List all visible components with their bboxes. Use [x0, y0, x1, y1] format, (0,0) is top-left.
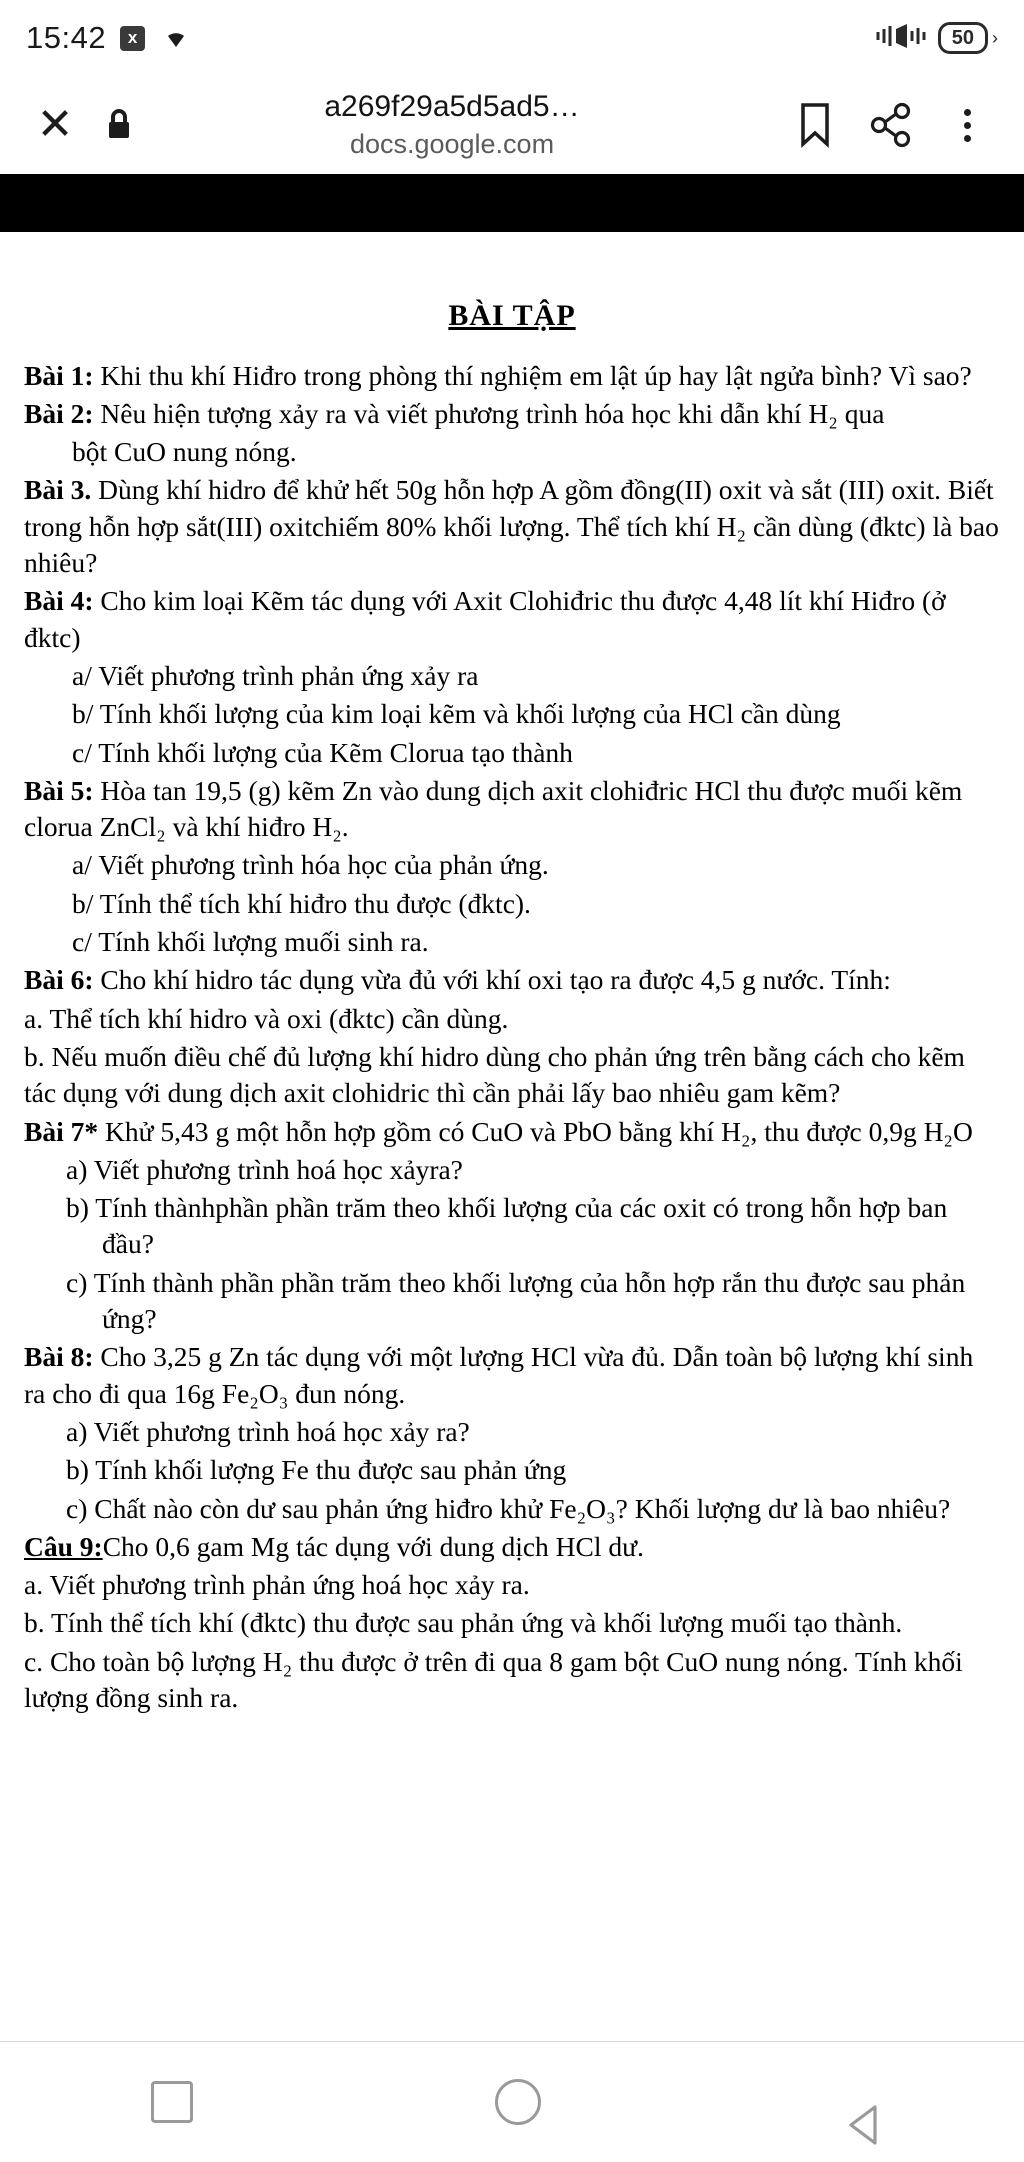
document-paragraph	[24, 358, 1000, 394]
exercise-label: Bài 3.	[24, 474, 92, 506]
status-bar-left	[26, 20, 193, 56]
battery-indicator: 50	[938, 22, 988, 54]
document-paragraph	[24, 886, 1000, 922]
triangle-back-icon[interactable]	[843, 2081, 873, 2123]
document-paragraph	[24, 1567, 1000, 1603]
document-paragraph	[24, 583, 1000, 656]
document-paragraph	[24, 847, 1000, 883]
exercise-label: Câu 9:	[24, 1530, 103, 1562]
document-body	[0, 232, 1024, 1716]
exercise-label: Bài 2:	[24, 397, 94, 429]
system-navigation	[0, 2041, 1024, 2162]
exercise-text: a/ Viết phương trình phản ứng xảy ra	[72, 659, 479, 691]
document-title: BÀI TẬP	[448, 299, 576, 332]
exercise-text: Cho kim loại Kẽm tác dụng với Axit Clohiđric thu được 4,48 lít khí Hiđro (ở đktc)	[24, 585, 946, 653]
exercise-text: a) Viết phương trình hoá học xảy ra?	[66, 1415, 470, 1447]
circle-home-icon[interactable]	[495, 2079, 541, 2125]
exercise-text: c) Tính thành phần phần trăm theo khối lượng của hỗn hợp rắn thu được sau phản ứng?	[66, 1266, 966, 1335]
exercise-label: Bài 8:	[24, 1341, 94, 1373]
exercise-label: Bài 4:	[24, 585, 94, 617]
exercise-text: bột CuO nung nóng.	[72, 436, 297, 468]
exercise-text: Dùng khí hidro để khử hết 50g hỗn hợp A gồm đồng(II) oxit và sắt (III) oxit. Biết trong hỗn hợp sắt(III) oxitchiếm 80% khối lượng. Thể tích khí H₂ cần dùng (đktc) là bao nhiêu?	[24, 474, 999, 579]
exercise-label: Bài 7*	[24, 1115, 99, 1147]
exercise-text: b. Tính thể tích khí (đktc) thu được sau phản ứng và khối lượng muối tạo thành.	[24, 1607, 903, 1639]
exercise-text: Khi thu khí Hiđro trong phòng thí nghiệm em lật úp hay lật ngửa bình? Vì sao?	[93, 359, 972, 391]
document-paragraph	[24, 1491, 1000, 1527]
exercise-text: b/ Tính khối lượng của kim loại kẽm và khối lượng của HCl cần dùng	[72, 698, 841, 730]
exercise-text: a. Thể tích khí hidro và oxi (đktc) cần dùng.	[24, 1002, 509, 1034]
exercise-text: a/ Viết phương trình hóa học của phản ứng.	[72, 849, 549, 881]
document-paragraph	[24, 1644, 1000, 1717]
document-paragraph	[24, 1152, 1000, 1188]
document-paragraph	[24, 696, 1000, 732]
square-recents-icon[interactable]	[151, 2081, 193, 2123]
document-paragraph	[24, 1190, 1000, 1263]
document-paragraph	[24, 1452, 1000, 1488]
battery-tip-icon: ›	[992, 27, 998, 48]
status-clock: 15:42	[26, 20, 107, 55]
document-paragraph	[24, 1265, 1000, 1338]
exercise-text: Khử 5,43 g một hỗn hợp gồm có CuO và PbO bằng khí H₂, thu được 0,9g H₂O	[98, 1115, 973, 1147]
document-paragraph	[24, 773, 1000, 846]
more-options-icon[interactable]	[940, 109, 994, 142]
document-paragraph	[24, 924, 1000, 960]
bookmark-icon[interactable]	[788, 102, 842, 148]
vibrate-icon	[874, 22, 928, 55]
share-icon[interactable]	[864, 102, 918, 148]
exercise-text: c/ Tính khối lượng muối sinh ra.	[72, 926, 429, 958]
exercise-text: b) Tính thànhphần phần trăm theo khối lượng của các oxit có trong hỗn hợp ban đầu?	[66, 1192, 948, 1260]
exercise-text: Cho 0,6 gam Mg tác dụng với dung dịch HCl dư.	[102, 1530, 644, 1562]
browser-toolbar	[0, 76, 1024, 174]
exercise-text: Cho khí hidro tác dụng vừa đủ với khí oxi tạo ra được 4,5 g nước. Tính:	[93, 964, 891, 996]
document-paragraph	[24, 472, 1000, 581]
wifi-icon	[159, 23, 193, 54]
document-paragraph	[24, 1001, 1000, 1037]
exercise-text: Cho 3,25 g Zn tác dụng với một lượng HCl vừa đủ. Dẫn toàn bộ lượng khí sinh ra cho đi qua 16g Fe₂O₃ đun nóng.	[24, 1341, 974, 1409]
document-paragraph	[24, 962, 1000, 998]
exercise-text: a) Viết phương trình hoá học xảyra?	[66, 1153, 463, 1185]
message-badge-icon: x	[120, 26, 145, 51]
document-paragraph	[24, 735, 1000, 771]
status-bar-right	[874, 22, 998, 55]
exercise-label: Bài 6:	[24, 964, 94, 996]
document-paragraph	[24, 396, 1000, 432]
document-paragraph	[24, 1529, 1000, 1565]
document-paragraph	[24, 1114, 1000, 1150]
exercise-text: c/ Tính khối lượng của Kẽm Clorua tạo thành	[72, 736, 573, 768]
exercise-text: Hòa tan 19,5 (g) kẽm Zn vào dung dịch axit clohiđric HCl thu được muối kẽm clorua ZnCl₂ và khí hiđro H₂.	[24, 774, 963, 843]
exercise-text: c) Chất nào còn dư sau phản ứng hiđro khử Fe₂O₃? Khối lượng dư là bao nhiêu?	[66, 1492, 951, 1524]
viewer-top-strip	[0, 174, 1024, 232]
document-paragraph	[24, 658, 1000, 694]
exercise-text: Nêu hiện tượng xảy ra và viết phương trình hóa học khi dẫn khí H₂ qua	[93, 397, 885, 429]
address-bar[interactable]	[138, 88, 766, 162]
document-paragraph	[24, 1039, 1000, 1112]
document-paragraph	[24, 1605, 1000, 1641]
page-host: docs.google.com	[349, 128, 555, 159]
document-paragraph	[24, 1339, 1000, 1412]
exercise-label: Bài 5:	[24, 774, 94, 806]
document-paragraphs	[24, 358, 1000, 1717]
nav-bar	[0, 2042, 1024, 2162]
exercise-text: c. Cho toàn bộ lượng H₂ thu được ở trên đi qua 8 gam bột CuO nung nóng. Tính khối lượng đồng sinh ra.	[24, 1645, 963, 1713]
document-paragraph	[24, 1414, 1000, 1450]
document-paragraph	[24, 434, 1000, 470]
exercise-text: b) Tính khối lượng Fe thu được sau phản ứng	[66, 1454, 567, 1486]
page-title: a269f29a5d5ad5…	[324, 90, 580, 124]
status-bar	[0, 0, 1024, 76]
exercise-text: b. Nếu muốn điều chế đủ lượng khí hidro dùng cho phản ứng trên bằng cách cho kẽm tác dụng với dung dịch axit clohidric thì cần phải lấy bao nhiêu gam kẽm?	[24, 1040, 965, 1109]
lock-icon	[102, 108, 136, 142]
close-icon[interactable]: ✕	[36, 100, 74, 149]
exercise-label: Bài 1:	[24, 359, 94, 391]
exercise-text: a. Viết phương trình phản ứng hoá học xảy ra.	[24, 1569, 530, 1601]
exercise-text: b/ Tính thể tích khí hiđro thu được (đktc).	[72, 887, 531, 919]
